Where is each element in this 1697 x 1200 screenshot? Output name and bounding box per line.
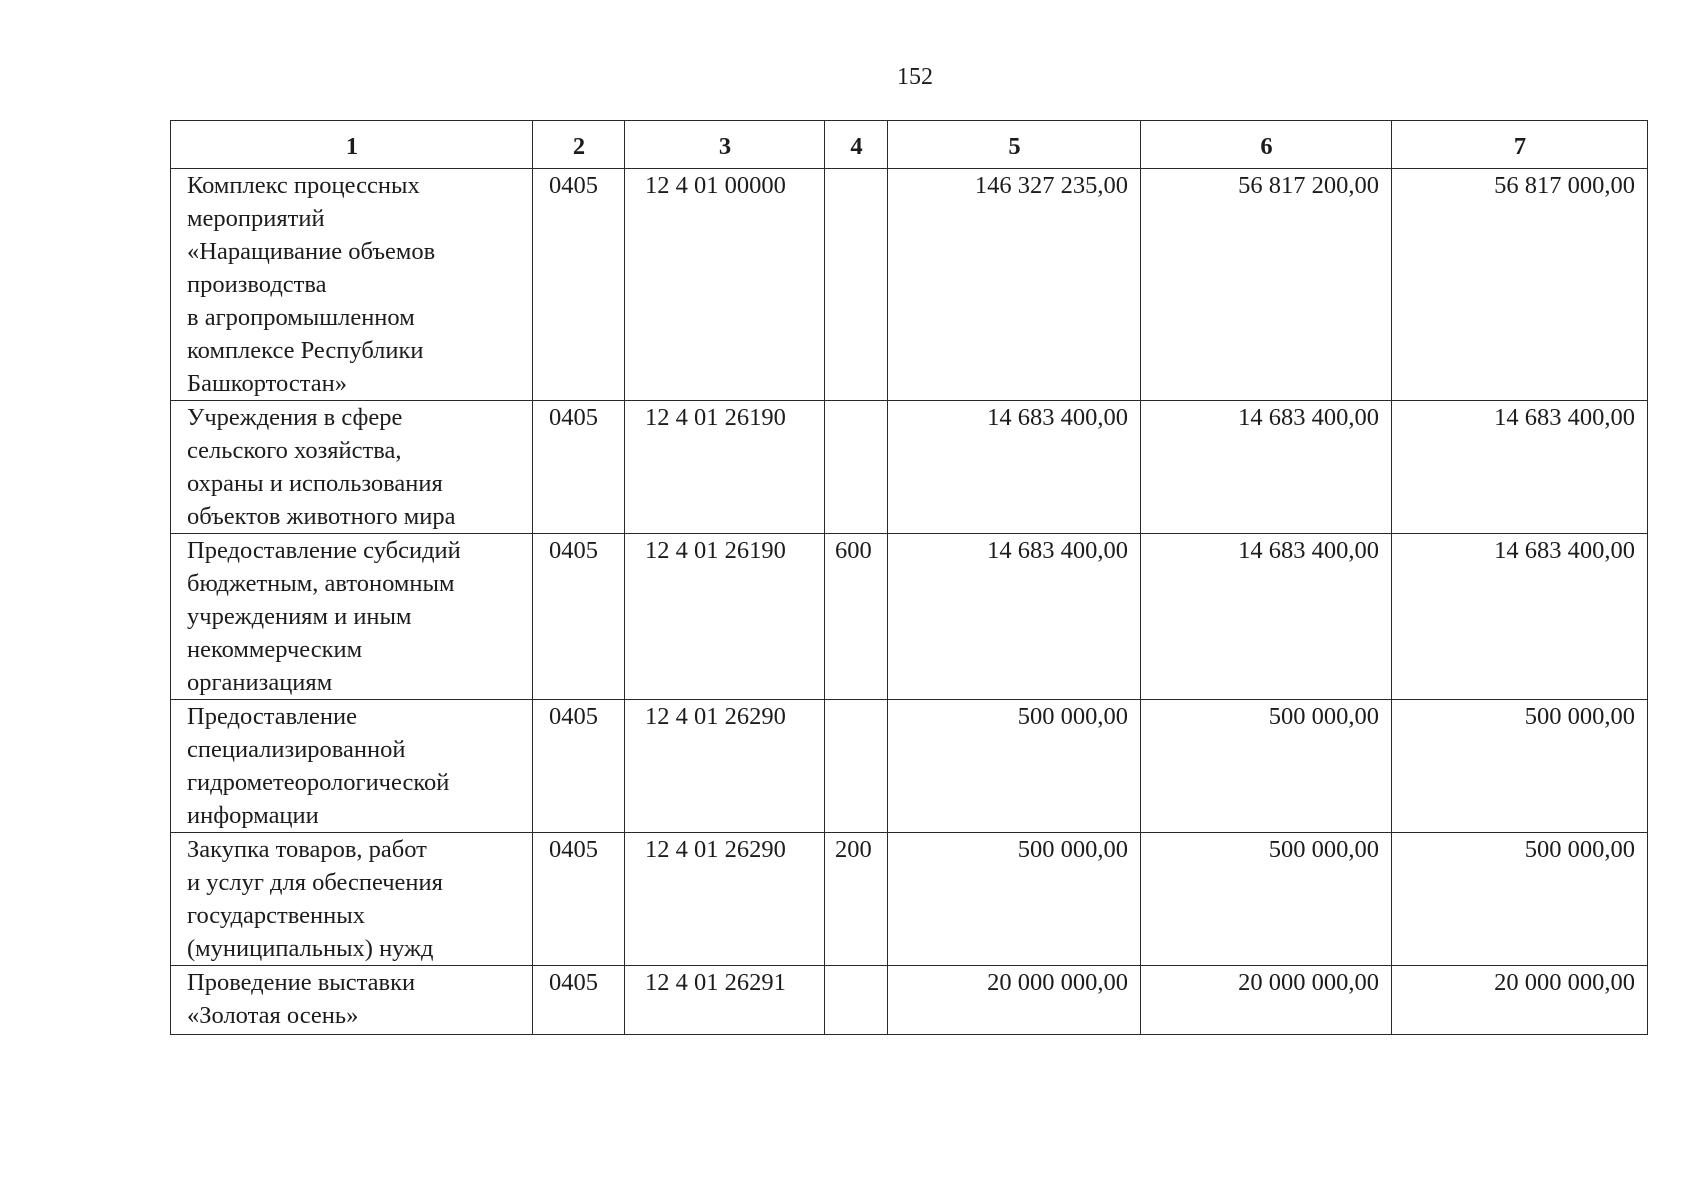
amount-col5-cell: 14 683 400,00 [888,401,1141,534]
row-name-line: объектов животного мира [187,503,456,530]
row-name-cell [171,966,533,1035]
row-name-line: Закупка товаров, работ [187,836,427,863]
header-col-6: 6 [1141,121,1392,169]
section-code-cell: 0405 [533,833,625,966]
row-name-line: «Золотая осень» [187,1002,359,1029]
row-name-cell [171,534,533,700]
amount-col5-cell: 146 327 235,00 [888,169,1141,401]
row-name-line: специализированной [187,736,406,763]
row-name-line: в агропромышленном [187,304,415,331]
row-name-cell [171,700,533,833]
expense-type-cell [825,401,888,534]
section-code-cell: 0405 [533,534,625,700]
expense-type-cell [825,169,888,401]
row-name-cell [171,833,533,966]
table-row [171,833,1648,966]
amount-col5-cell: 500 000,00 [888,833,1141,966]
header-col-2: 2 [533,121,625,169]
row-name-line: гидрометеорологической [187,769,450,796]
budget-table [170,120,1648,1035]
amount-col7-cell: 56 817 000,00 [1392,169,1648,401]
section-code-cell: 0405 [533,700,625,833]
row-name-line: Предоставление [187,703,358,730]
amount-col7-cell: 14 683 400,00 [1392,534,1648,700]
amount-col6-cell: 500 000,00 [1141,833,1392,966]
amount-col7-cell: 500 000,00 [1392,700,1648,833]
amount-col6-cell: 20 000 000,00 [1141,966,1392,1035]
amount-col5-cell: 20 000 000,00 [888,966,1141,1035]
table-row [171,700,1648,833]
row-name-cell [171,169,533,401]
row-name-line: и услуг для обеспечения [187,869,443,896]
row-name-line: Проведение выставки [187,969,416,996]
row-name-line: (муниципальных) нужд [187,935,434,962]
row-name-line: учреждениям и иным [187,603,412,630]
row-name-line: производства [187,271,327,298]
table-row [171,169,1648,401]
row-name-line: информации [187,802,319,829]
section-code-cell: 0405 [533,401,625,534]
expense-type-cell [825,700,888,833]
amount-col5-cell: 500 000,00 [888,700,1141,833]
amount-col7-cell: 14 683 400,00 [1392,401,1648,534]
row-name-line: организациям [187,669,333,696]
amount-col5-cell: 14 683 400,00 [888,534,1141,700]
target-article-cell: 12 4 01 26290 [625,833,825,966]
table-row [171,966,1648,1035]
header-col-4: 4 [825,121,888,169]
row-name-line: Предоставление субсидий [187,537,461,564]
row-name-line: комплексе Республики [187,337,424,364]
table-row [171,401,1648,534]
target-article-cell: 12 4 01 26290 [625,700,825,833]
row-name-line: сельского хозяйства, [187,437,402,464]
table-body [171,169,1648,1035]
row-name-line: Учреждения в сфере [187,404,403,431]
row-name-line: бюджетным, автономным [187,570,455,597]
amount-col6-cell: 500 000,00 [1141,700,1392,833]
row-name-line: мероприятий [187,205,325,232]
row-name-line: государственных [187,902,365,929]
target-article-cell: 12 4 01 26190 [625,401,825,534]
row-name-cell [171,401,533,534]
row-name-line: Комплекс процессных [187,172,420,199]
amount-col6-cell: 14 683 400,00 [1141,401,1392,534]
row-name-line: охраны и использования [187,470,443,497]
amount-col7-cell: 20 000 000,00 [1392,966,1648,1035]
target-article-cell: 12 4 01 00000 [625,169,825,401]
header-row [171,121,1648,169]
row-name-line: «Наращивание объемов [187,238,436,265]
header-col-1: 1 [171,121,533,169]
target-article-cell: 12 4 01 26190 [625,534,825,700]
header-col-5: 5 [888,121,1141,169]
table-header [171,121,1648,169]
header-col-3: 3 [625,121,825,169]
row-name-line: Башкортостан» [187,370,348,397]
expense-type-cell: 600 [825,534,888,700]
target-article-cell: 12 4 01 26291 [625,966,825,1035]
section-code-cell: 0405 [533,966,625,1035]
header-col-7: 7 [1392,121,1648,169]
amount-col7-cell: 500 000,00 [1392,833,1648,966]
amount-col6-cell: 14 683 400,00 [1141,534,1392,700]
expense-type-cell [825,966,888,1035]
row-name-line: некоммерческим [187,636,363,663]
amount-col6-cell: 56 817 200,00 [1141,169,1392,401]
table-row [171,534,1648,700]
section-code-cell: 0405 [533,169,625,401]
expense-type-cell: 200 [825,833,888,966]
page-number: 152 [897,64,933,90]
